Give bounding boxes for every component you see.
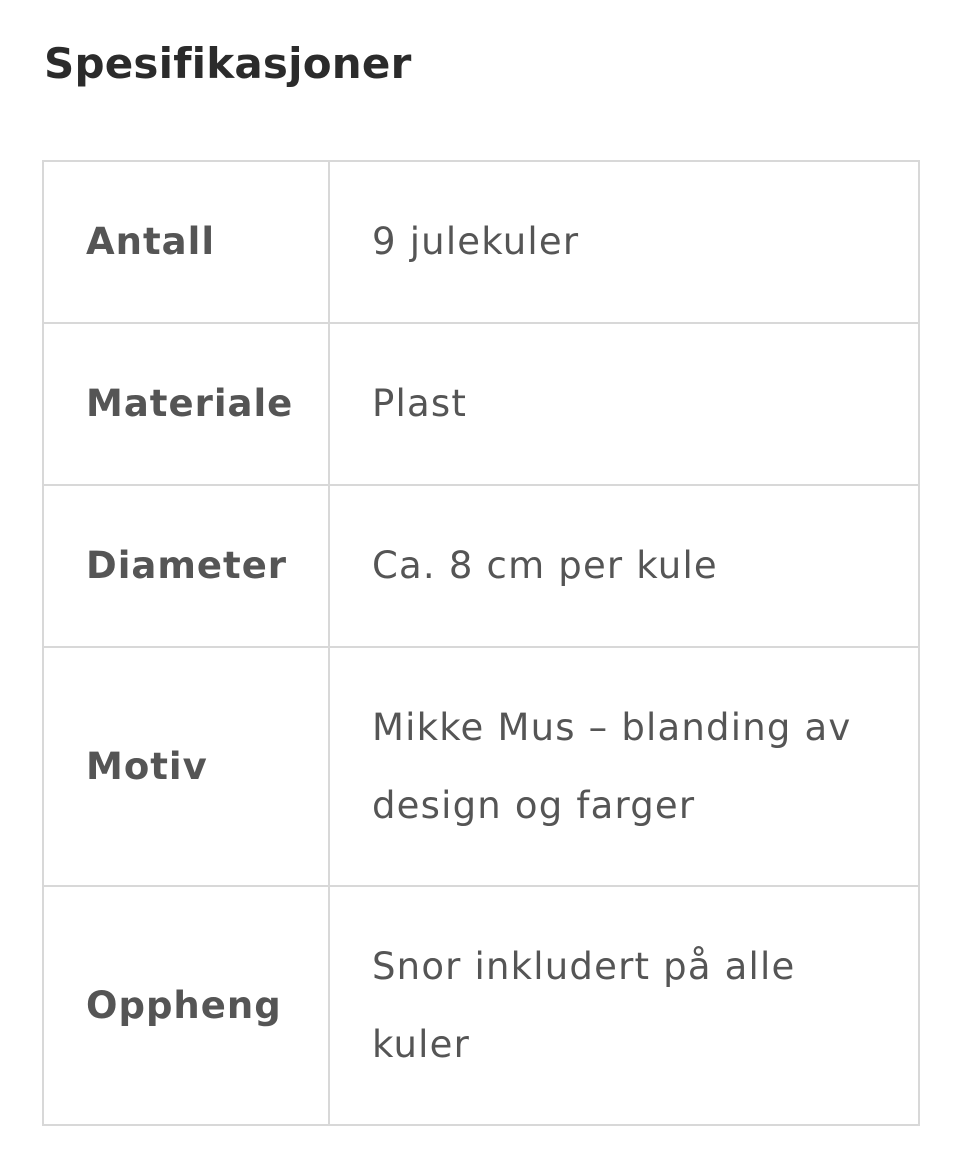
spec-label: Materiale [43,323,329,485]
spec-row-motiv [43,647,919,886]
spec-row-materiale [43,323,919,485]
specifications-table [42,160,920,1126]
spec-value: Snor inkludert på alle kuler [329,886,919,1125]
spec-row-oppheng [43,886,919,1125]
spec-row-diameter [43,485,919,647]
spec-label: Motiv [43,647,329,886]
spec-label: Antall [43,161,329,323]
spec-value: Mikke Mus – blanding av design og farger [329,647,919,886]
spec-label: Diameter [43,485,329,647]
spec-label: Oppheng [43,886,329,1125]
spec-value: 9 julekuler [329,161,919,323]
spec-value: Plast [329,323,919,485]
spec-value: Ca. 8 cm per kule [329,485,919,647]
spec-row-antall [43,161,919,323]
page-title: Spesifikasjoner [44,39,412,88]
